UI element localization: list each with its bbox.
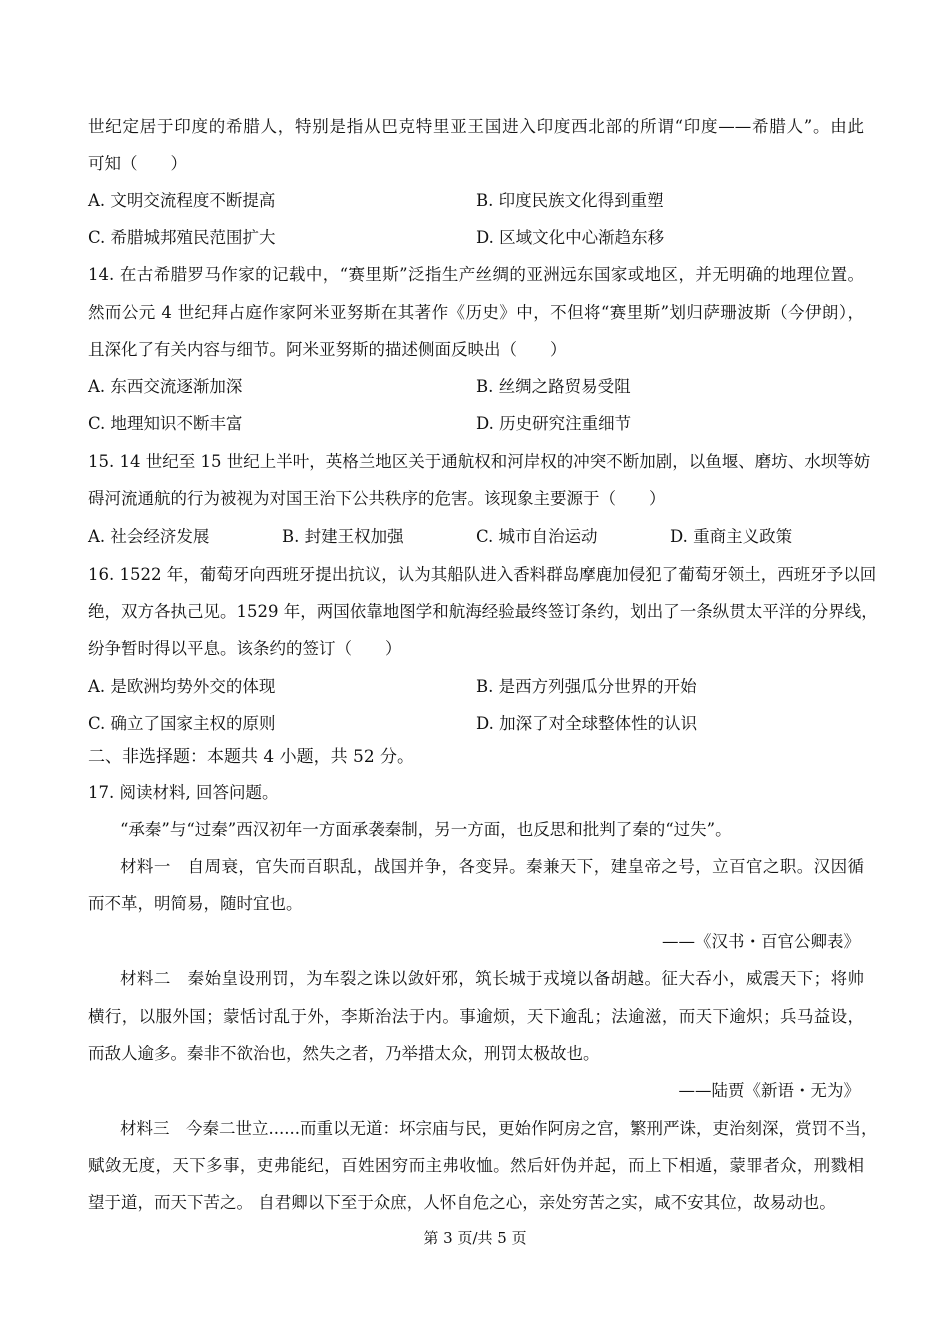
q16-option-c: C. 确立了国家主权的原则 <box>88 714 276 733</box>
q16-option-a: A. 是欧洲均势外交的体现 <box>88 677 276 696</box>
q14-option-c: C. 地理知识不断丰富 <box>88 414 243 433</box>
q15-stem-line-1: 15. 14 世纪至 15 世纪上半叶，英格兰地区关于通航权和河岸权的冲突不断加剧，以鱼堰、磨坊、水坝等妨 <box>88 452 871 471</box>
q16-stem-line-3: 纷争暂时得以平息。该条约的签订（ ） <box>88 639 402 658</box>
q15-option-d: D. 重商主义政策 <box>670 527 793 546</box>
q15-option-a: A. 社会经济发展 <box>88 527 210 546</box>
q16-option-d: D. 加深了对全球整体性的认识 <box>476 714 698 733</box>
q14-option-a: A. 东西交流逐渐加深 <box>88 377 243 396</box>
page-number: 第 3 页/共 5 页 <box>423 1229 527 1247</box>
q15-stem-line-2: 碍河流通航的行为被视为对国王治下公共秩序的危害。该现象主要源于（ ） <box>88 489 666 508</box>
q16-stem-line-2: 绝，双方各执己见。1529 年，两国依靠地图学和航海经验最终签订条约，划出了一条纵贯太平洋的分界线， <box>88 602 878 621</box>
q14-stem-line-2: 然而公元 4 世纪拜占庭作家阿米亚努斯在其著作《历史》中，不但将“赛里斯”划归萨珊波斯（今伊朗）， <box>88 303 864 322</box>
material-2-line-2: 横行，以服外国；蒙恬讨乱于外，李斯治法于内。事逾烦，天下逾乱；法逾滋，而天下逾炽；兵马益设， <box>88 1007 864 1026</box>
material-3-line-1: 材料三 今秦二世立......而重以无道：坏宗庙与民，更始作阿房之宫，繁刑严诛，吏治刻深，赏罚不当， <box>120 1119 878 1138</box>
q15-option-b: B. 封建王权加强 <box>282 527 404 546</box>
material-1-source: ——《汉书・百官公卿表》 <box>662 932 860 951</box>
q16-option-b: B. 是西方列强瓜分世界的开始 <box>476 677 697 696</box>
q17-lead: “承秦”与“过秦”西汉初年一方面承袭秦制，另一方面，也反思和批判了秦的“过失”。 <box>120 820 732 839</box>
q14-option-b: B. 丝绸之路贸易受阻 <box>476 377 631 396</box>
q13-stem-line-2: 可知（ ） <box>88 154 187 173</box>
section-2-heading: 二、非选择题：本题共 4 小题，共 52 分。 <box>88 747 415 767</box>
q17-intro: 17. 阅读材料, 回答问题。 <box>88 783 279 802</box>
q13-option-a: A. 文明交流程度不断提高 <box>88 191 276 210</box>
material-3-line-3: 望于道，而天下苦之。 自君卿以下至于众庶，人怀自危之心，亲处穷苦之实，咸不安其位，故易动也。 <box>88 1193 836 1212</box>
q13-option-d: D. 区域文化中心渐趋东移 <box>476 228 665 247</box>
q16-stem-line-1: 16. 1522 年，葡萄牙向西班牙提出抗议，认为其船队进入香料群岛摩鹿加侵犯了葡萄牙领土，西班牙予以回 <box>88 565 877 584</box>
q13-option-c: C. 希腊城邦殖民范围扩大 <box>88 228 276 247</box>
q15-option-c: C. 城市自治运动 <box>476 527 598 546</box>
q14-option-d: D. 历史研究注重细节 <box>476 414 632 433</box>
material-3-line-2: 赋敛无度，天下多事，吏弗能纪，百姓困穷而主弗收恤。然后奸伪并起，而上下相遁，蒙罪者众，刑戮相 <box>88 1156 864 1175</box>
q13-stem-line-1: 世纪定居于印度的希腊人，特别是指从巴克特里亚王国进入印度西北部的所谓“印度——希腊人”。由此 <box>88 117 864 136</box>
material-2-line-3: 而敌人逾多。秦非不欲治也，然失之者，乃举措太众，刑罚太极故也。 <box>88 1044 600 1063</box>
material-1-line-2: 而不革，明简易，随时宜也。 <box>88 894 303 913</box>
material-2-source: ——陆贾《新语・无为》 <box>678 1081 860 1100</box>
q14-stem-line-1: 14. 在古希腊罗马作家的记载中，“赛里斯”泛指生产丝绸的亚洲远东国家或地区，并无明确的地理位置。 <box>88 265 864 284</box>
material-2-line-1: 材料二 秦始皇设刑罚，为车裂之诛以敛奸邪，筑长城于戎境以备胡越。征大吞小，威震天下；将帅 <box>120 969 864 988</box>
q13-option-b: B. 印度民族文化得到重塑 <box>476 191 664 210</box>
material-1-line-1: 材料一 自周衰，官失而百职乱，战国并争，各变异。秦兼天下，建皇帝之号，立百官之职。汉因循 <box>120 857 864 876</box>
q14-stem-line-3: 且深化了有关内容与细节。阿米亚努斯的描述侧面反映出（ ） <box>88 340 567 359</box>
